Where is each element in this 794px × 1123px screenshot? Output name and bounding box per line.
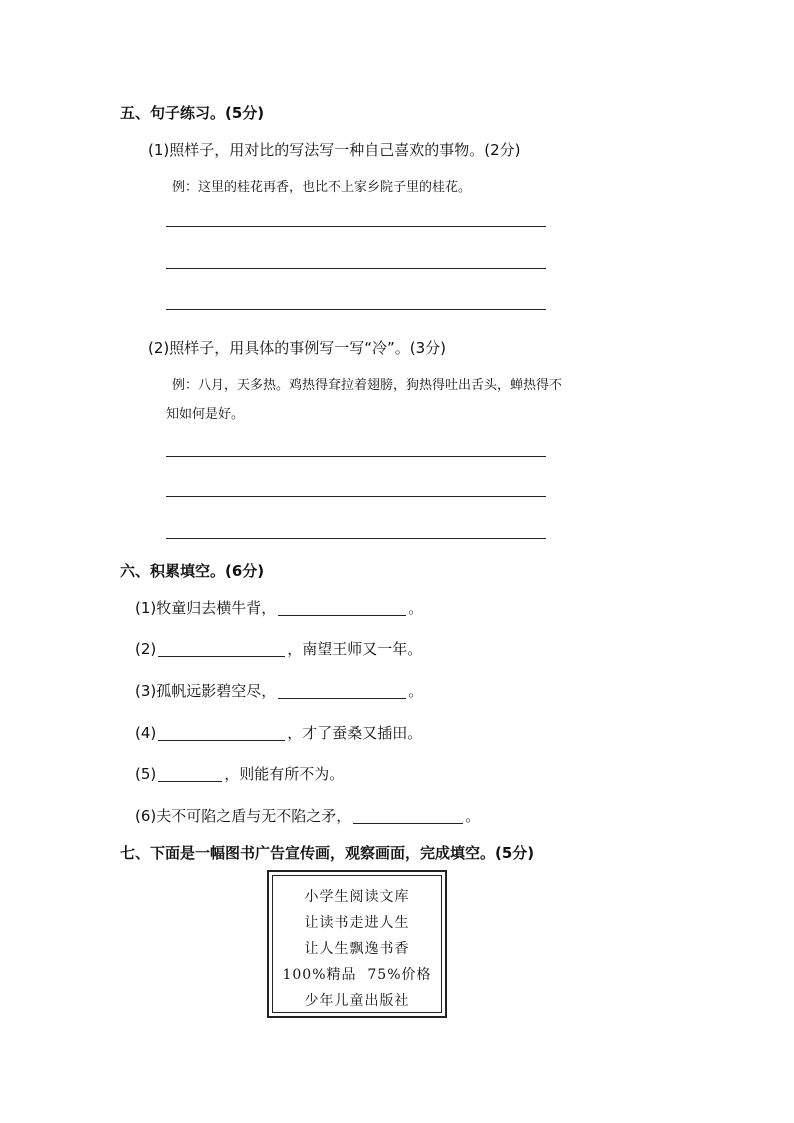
answer-line-5-2-b[interactable]	[166, 496, 546, 497]
ad-line-slogan-2: 让人生飘逸书香	[304, 941, 410, 957]
question-5-1-example: 例：这里的桂花再香，也比不上家乡院子里的桂花。	[172, 180, 472, 195]
question-5-2-example-line1: 例：八月，天多热。鸡热得耷拉着翅膀，狗热得吐出舌头，蝉热得不	[172, 378, 563, 393]
fill-blank-5[interactable]	[158, 767, 222, 782]
question-5-2-example-line2: 知如何是好。	[166, 407, 245, 422]
answer-line-5-2-c[interactable]	[166, 538, 546, 539]
fill-item-6	[135, 805, 480, 826]
fill-item-1-before: (1)牧童归去横牛背，	[135, 599, 277, 617]
fill-blank-4[interactable]	[158, 726, 285, 741]
fill-item-6-before: (6)夫不可陷之盾与无不陷之矛，	[135, 807, 352, 825]
fill-item-3	[135, 680, 423, 701]
ad-line-series-name: 小学生阅读文库	[304, 889, 410, 905]
fill-blank-6[interactable]	[353, 809, 463, 824]
ad-line-slogan-1: 让读书走进人生	[304, 915, 410, 931]
answer-line-5-1-a[interactable]	[166, 226, 546, 227]
book-advertisement-box	[267, 870, 447, 1018]
fill-item-1	[135, 597, 423, 618]
answer-line-5-2-a[interactable]	[166, 456, 546, 457]
fill-item-2	[135, 638, 422, 659]
fill-blank-2[interactable]	[158, 642, 285, 657]
fill-item-5-before: (5)	[135, 765, 157, 783]
fill-item-4-after: ，才了蚕桑又插田。	[287, 724, 423, 742]
section-6-title: 六、积累填空。(6分)	[120, 562, 265, 580]
fill-item-2-before: (2)	[135, 640, 157, 658]
fill-item-6-after: 。	[465, 807, 481, 825]
answer-line-5-1-b[interactable]	[166, 268, 546, 269]
section-5-title: 五、句子练习。(5分)	[120, 104, 265, 122]
fill-item-3-after: 。	[408, 682, 424, 700]
ad-line-quality-price: 100%精品 75%价格	[282, 967, 432, 983]
fill-blank-1[interactable]	[278, 601, 406, 616]
fill-blank-3[interactable]	[278, 684, 406, 699]
fill-item-1-after: 。	[408, 599, 424, 617]
section-7-title: 七、下面是一幅图书广告宣传画，观察画面，完成填空。(5分)	[120, 844, 535, 862]
ad-line-publisher: 少年儿童出版社	[304, 993, 410, 1009]
fill-item-5-after: ，则能有所不为。	[224, 765, 345, 783]
fill-item-4-before: (4)	[135, 724, 157, 742]
question-5-1-prompt: (1)照样子，用对比的写法写一种自己喜欢的事物。(2分)	[148, 141, 521, 159]
fill-item-4	[135, 722, 422, 743]
fill-item-2-after: ，南望王师又一年。	[287, 640, 423, 658]
fill-item-5	[135, 763, 344, 784]
answer-line-5-1-c[interactable]	[166, 309, 546, 310]
question-5-2-prompt: (2)照样子，用具体的事例写一写“冷”。(3分)	[148, 339, 447, 357]
fill-item-3-before: (3)孤帆远影碧空尽，	[135, 682, 277, 700]
